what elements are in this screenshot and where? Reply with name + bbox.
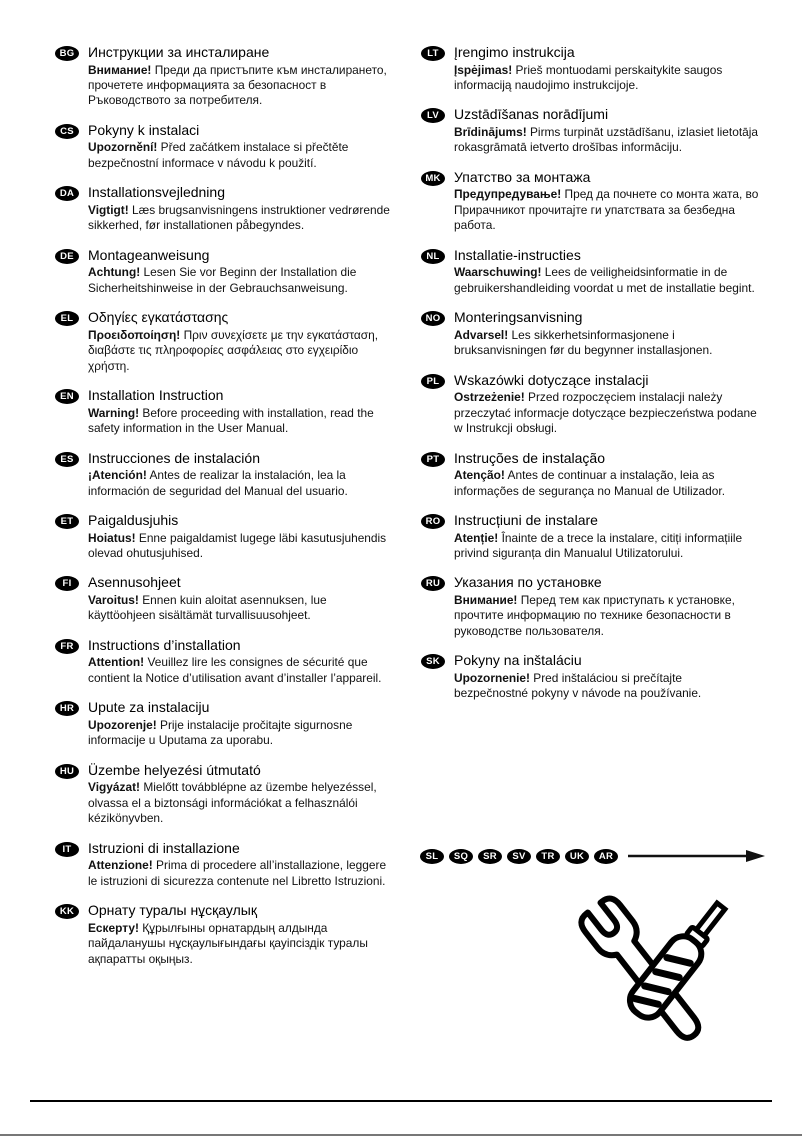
- language-badge: EL: [55, 311, 79, 326]
- language-badge: HU: [55, 764, 79, 779]
- entry-body-text: Перед тем как приступать к установке, прочтите информацию по технике безопасности в руководстве пользователя.: [454, 592, 735, 638]
- entry-text: [88, 699, 393, 748]
- entry-body-text: Mielőtt továbblépne az üzembe helyezéssel, olvassa el a biztonsági információkat a felhasználói kézikönyvben.: [88, 780, 377, 826]
- footer-rule: [30, 1100, 772, 1102]
- language-badge: NL: [421, 249, 445, 264]
- entry-title: Įrengimo instrukcija: [454, 44, 575, 60]
- entry-body: [454, 671, 759, 702]
- entry-body-text: Înainte de a trece la instalare, citiți informațiile privind siguranța din Manualul Utilizatorului.: [454, 530, 743, 560]
- language-entry: [55, 44, 393, 109]
- entry-text: [88, 309, 393, 374]
- entry-body: [454, 125, 759, 156]
- entry-text: [454, 309, 759, 358]
- entry-title: Указания по установке: [454, 574, 602, 591]
- entry-warning-word: Upozorenje!: [88, 717, 157, 732]
- entry-body: [88, 655, 393, 686]
- entry-text: [454, 652, 759, 701]
- entry-body: [454, 187, 759, 233]
- language-entry: [55, 699, 393, 748]
- entry-text: [88, 574, 393, 623]
- entry-warning-word: Waarschuwing!: [454, 265, 542, 280]
- entry-text: [88, 247, 393, 296]
- entry-text: [454, 372, 759, 437]
- entry-body: [88, 63, 393, 109]
- language-badge: SL: [420, 849, 444, 864]
- entry-title: Орнату туралы нұсқаулық: [88, 902, 257, 919]
- entry-title: Pokyny k instalaci: [88, 121, 200, 138]
- entry-text: [88, 762, 393, 827]
- language-entry: [421, 106, 759, 155]
- entry-body: [454, 265, 759, 296]
- entry-body-text: Les sikkerhetsinformasjonene i bruksanvisningen før du begynner installasjonen.: [454, 327, 713, 358]
- entry-title: Üzembe helyezési útmutató: [88, 761, 261, 778]
- entry-warning-word: Advarsel!: [454, 327, 509, 342]
- entry-body-text: Antes de continuar a instalação, leia as informações de segurança no Manual de Utilizador.: [454, 468, 725, 498]
- entry-body-text: Преди да пристъпите към инсталирането, прочетете информацията за безопасност в Ръководството за потребителя.: [88, 62, 387, 108]
- entry-body-text: Lees de veiligheidsinformatie in de gebruikershandleiding voordat u met de installatie begint.: [454, 265, 755, 295]
- entry-body-text: Před začátkem instalace si přečtěte bezpečnostní informace v návodu k použití.: [88, 140, 349, 170]
- entry-text: [454, 44, 759, 93]
- language-badge: RO: [421, 514, 445, 529]
- language-badge: EN: [55, 389, 79, 404]
- entry-title: Упатство за монтажа: [454, 168, 591, 185]
- language-badge: DE: [55, 249, 79, 264]
- language-entry: [55, 122, 393, 171]
- entry-body-text: Pirms turpināt uzstādīšanu, izlasiet lietotāja rokasgrāmatā ietverto drošības informāciju.: [454, 124, 759, 155]
- entry-title: Οδηγίες εγκατάστασης: [88, 309, 229, 326]
- entry-title: Instructions d’installation: [88, 636, 241, 653]
- entry-warning-word: Hoiatus!: [88, 530, 136, 545]
- entry-body: [88, 593, 393, 624]
- language-entry: [55, 184, 393, 233]
- entry-body-text: Пред да почнете со монта жата, во Прирачникот прочитајте ги упатствата за безбедна работа.: [454, 187, 759, 233]
- entry-body: [88, 468, 393, 499]
- entry-title: Wskazówki dotyczące instalacji: [454, 371, 649, 388]
- entry-text: [88, 122, 393, 171]
- entry-body-text: Ennen kuin aloitat asennuksen, lue käyttöohjeen sisältämät turvallisuusohjeet.: [88, 592, 327, 623]
- language-entry: [55, 637, 393, 686]
- language-entry: [55, 574, 393, 623]
- entry-body: [88, 921, 393, 967]
- language-entry: [55, 902, 393, 967]
- language-entry: [421, 44, 759, 93]
- entry-text: [88, 512, 393, 561]
- language-badge: SV: [507, 849, 531, 864]
- entry-body: [454, 468, 759, 499]
- entry-body-text: Πριν συνεχίσετε με την εγκατάσταση, διαβάστε τις πληροφορίες ασφάλειας στο εγχειρίδιο χρήστη.: [88, 327, 379, 373]
- entry-text: [88, 637, 393, 686]
- entry-body: [454, 328, 759, 359]
- entry-title: Instrucciones de instalación: [88, 449, 260, 466]
- entry-warning-word: Ostrzeżenie!: [454, 390, 525, 405]
- language-entry: [55, 247, 393, 296]
- column-right: [421, 44, 759, 980]
- language-badge: LV: [421, 108, 445, 123]
- entry-body-text: Lesen Sie vor Beginn der Installation die Sicherheitshinweise in der Gebrauchsanweisung.: [88, 265, 357, 295]
- entry-title: Instrucțiuni de instalare: [454, 512, 598, 528]
- entry-title: Pokyny na inštaláciu: [454, 652, 582, 669]
- entry-title: Uzstādīšanas norādījumi: [454, 106, 609, 123]
- more-languages-badge-row: [420, 848, 766, 864]
- language-badge: LT: [421, 46, 445, 61]
- entry-body-text: Prieš montuodami perskaitykite saugos informaciją naudojimo instrukcijoje.: [454, 62, 723, 92]
- language-entry: [55, 762, 393, 827]
- entry-warning-word: Vigtigt!: [88, 202, 129, 217]
- language-badge: CS: [55, 124, 79, 139]
- language-badge: PL: [421, 374, 445, 389]
- language-badge: HR: [55, 701, 79, 716]
- entry-body: [88, 780, 393, 826]
- language-badge: KK: [55, 904, 79, 919]
- language-columns: [55, 44, 759, 980]
- entry-warning-word: Upozornění!: [88, 140, 158, 155]
- entry-body: [454, 63, 759, 94]
- language-badge: SR: [478, 849, 502, 864]
- entry-body-text: Antes de realizar la instalación, lea la información de seguridad del Manual del usuario.: [88, 468, 348, 498]
- entry-body: [88, 328, 393, 374]
- entry-warning-word: Varoitus!: [88, 592, 139, 607]
- language-entry: [55, 309, 393, 374]
- language-entry: [55, 387, 393, 436]
- language-entry: [421, 450, 759, 499]
- language-entry: [421, 652, 759, 701]
- entry-body-text: Prima di procedere all’installazione, leggere le istruzioni di sicurezza contenute nel Libretto Istruzioni.: [88, 858, 387, 888]
- language-badge: UK: [565, 849, 589, 864]
- entry-body: [88, 531, 393, 562]
- entry-warning-word: Предупредување!: [454, 187, 562, 202]
- entry-title: Asennusohjeet: [88, 574, 181, 591]
- entry-warning-word: Attenzione!: [88, 858, 153, 873]
- language-badge: AR: [594, 849, 618, 864]
- entry-title: Upute za instalaciju: [88, 699, 210, 716]
- language-entry: [55, 840, 393, 889]
- language-entry: [421, 372, 759, 437]
- language-badge: ET: [55, 514, 79, 529]
- entry-title: Инструкции за инсталиране: [88, 44, 270, 60]
- language-badge: SQ: [449, 849, 473, 864]
- language-badge: TR: [536, 849, 560, 864]
- entry-text: [88, 184, 393, 233]
- entry-text: [454, 574, 759, 639]
- entry-text: [88, 902, 393, 967]
- badge-group: [420, 849, 618, 864]
- language-badge: PT: [421, 452, 445, 467]
- language-badge: BG: [55, 46, 79, 61]
- entry-body-text: Before proceeding with installation, read the safety information in the User Manual.: [88, 405, 374, 436]
- entry-title: Installation Instruction: [88, 387, 224, 404]
- column-left: [55, 44, 393, 980]
- language-entry: [55, 512, 393, 561]
- entry-warning-word: ¡Atención!: [88, 468, 147, 483]
- entry-body: [88, 203, 393, 234]
- entry-warning-word: Ескерту!: [88, 920, 139, 935]
- entry-body-text: Veuillez lire les consignes de sécurité que contient la Notice d’utilisation avant d’installer l’appareil.: [88, 655, 382, 685]
- language-badge: MK: [421, 171, 445, 186]
- language-entry: [421, 169, 759, 234]
- language-badge: RU: [421, 576, 445, 591]
- language-entry: [421, 512, 759, 561]
- entry-body: [454, 531, 759, 562]
- entry-body: [88, 406, 393, 437]
- entry-body: [88, 718, 393, 749]
- language-badge: ES: [55, 452, 79, 467]
- entry-body-text: Enne paigaldamist lugege läbi kasutusjuhendis olevad ohutusjuhised.: [88, 530, 387, 560]
- entry-body-text: Przed rozpoczęciem instalacji należy przeczytać informacje dotyczące bezpieczeństwa podane w Instrukcji obsługi.: [454, 390, 757, 436]
- arrow-right-icon: [628, 848, 766, 864]
- entry-text: [454, 106, 759, 155]
- language-badge: NO: [421, 311, 445, 326]
- entry-text: [88, 450, 393, 499]
- language-badge: FI: [55, 576, 79, 591]
- language-entry: [421, 309, 759, 358]
- entry-warning-word: Προειδοποίηση!: [88, 327, 181, 342]
- language-badge: SK: [421, 654, 445, 669]
- entry-body-text: Læs brugsanvisningens instruktioner vedrørende sikkerhed, før installationen påbegyndes.: [88, 202, 390, 233]
- entry-body-text: Pred inštaláciou si prečítajte bezpečnostné pokyny v návode na používanie.: [454, 670, 702, 701]
- entry-title: Montageanweisung: [88, 246, 210, 263]
- entry-warning-word: Įspėjimas!: [454, 62, 513, 77]
- entry-text: [454, 247, 759, 296]
- entry-text: [454, 512, 759, 561]
- entry-warning-word: Brīdinājums!: [454, 124, 527, 139]
- entry-body: [88, 265, 393, 296]
- language-entry: [55, 450, 393, 499]
- entry-title: Installationsvejledning: [88, 184, 225, 201]
- wrench-screwdriver-icon: [552, 880, 764, 1096]
- language-badge: IT: [55, 842, 79, 857]
- entry-warning-word: Attention!: [88, 655, 145, 670]
- language-badge: DA: [55, 186, 79, 201]
- entry-body: [88, 858, 393, 889]
- entry-warning-word: Achtung!: [88, 265, 141, 280]
- entry-warning-word: Upozornenie!: [454, 670, 530, 685]
- entry-text: [88, 840, 393, 889]
- entry-body: [88, 140, 393, 171]
- entry-text: [454, 450, 759, 499]
- entry-warning-word: Внимание!: [88, 62, 152, 77]
- entry-title: Monteringsanvisning: [454, 309, 583, 326]
- entry-text: [88, 44, 393, 109]
- language-badge: FR: [55, 639, 79, 654]
- entry-title: Paigaldusjuhis: [88, 512, 179, 528]
- entry-body-text: Prije instalacije pročitajte sigurnosne informacije u Uputama za uporabu.: [88, 717, 353, 748]
- entry-warning-word: Vigyázat!: [88, 780, 140, 795]
- entry-body: [454, 390, 759, 436]
- entry-title: Instruções de instalação: [454, 449, 605, 466]
- entry-text: [88, 387, 393, 436]
- entry-warning-word: Atenção!: [454, 468, 505, 483]
- entry-warning-word: Внимание!: [454, 592, 518, 607]
- entry-title: Istruzioni di installazione: [88, 839, 240, 856]
- entry-body: [454, 593, 759, 639]
- entry-warning-word: Atenție!: [454, 530, 499, 545]
- entry-title: Installatie-instructies: [454, 246, 581, 263]
- entry-warning-word: Warning!: [88, 405, 140, 420]
- language-entry: [421, 574, 759, 639]
- entry-body-text: Құрылғыны орнатардың алдында пайдаланушы нұсқаулығындағы қауіпсіздік туралы ақпаратты оқыңыз.: [88, 920, 368, 966]
- language-entry: [421, 247, 759, 296]
- entry-text: [454, 169, 759, 234]
